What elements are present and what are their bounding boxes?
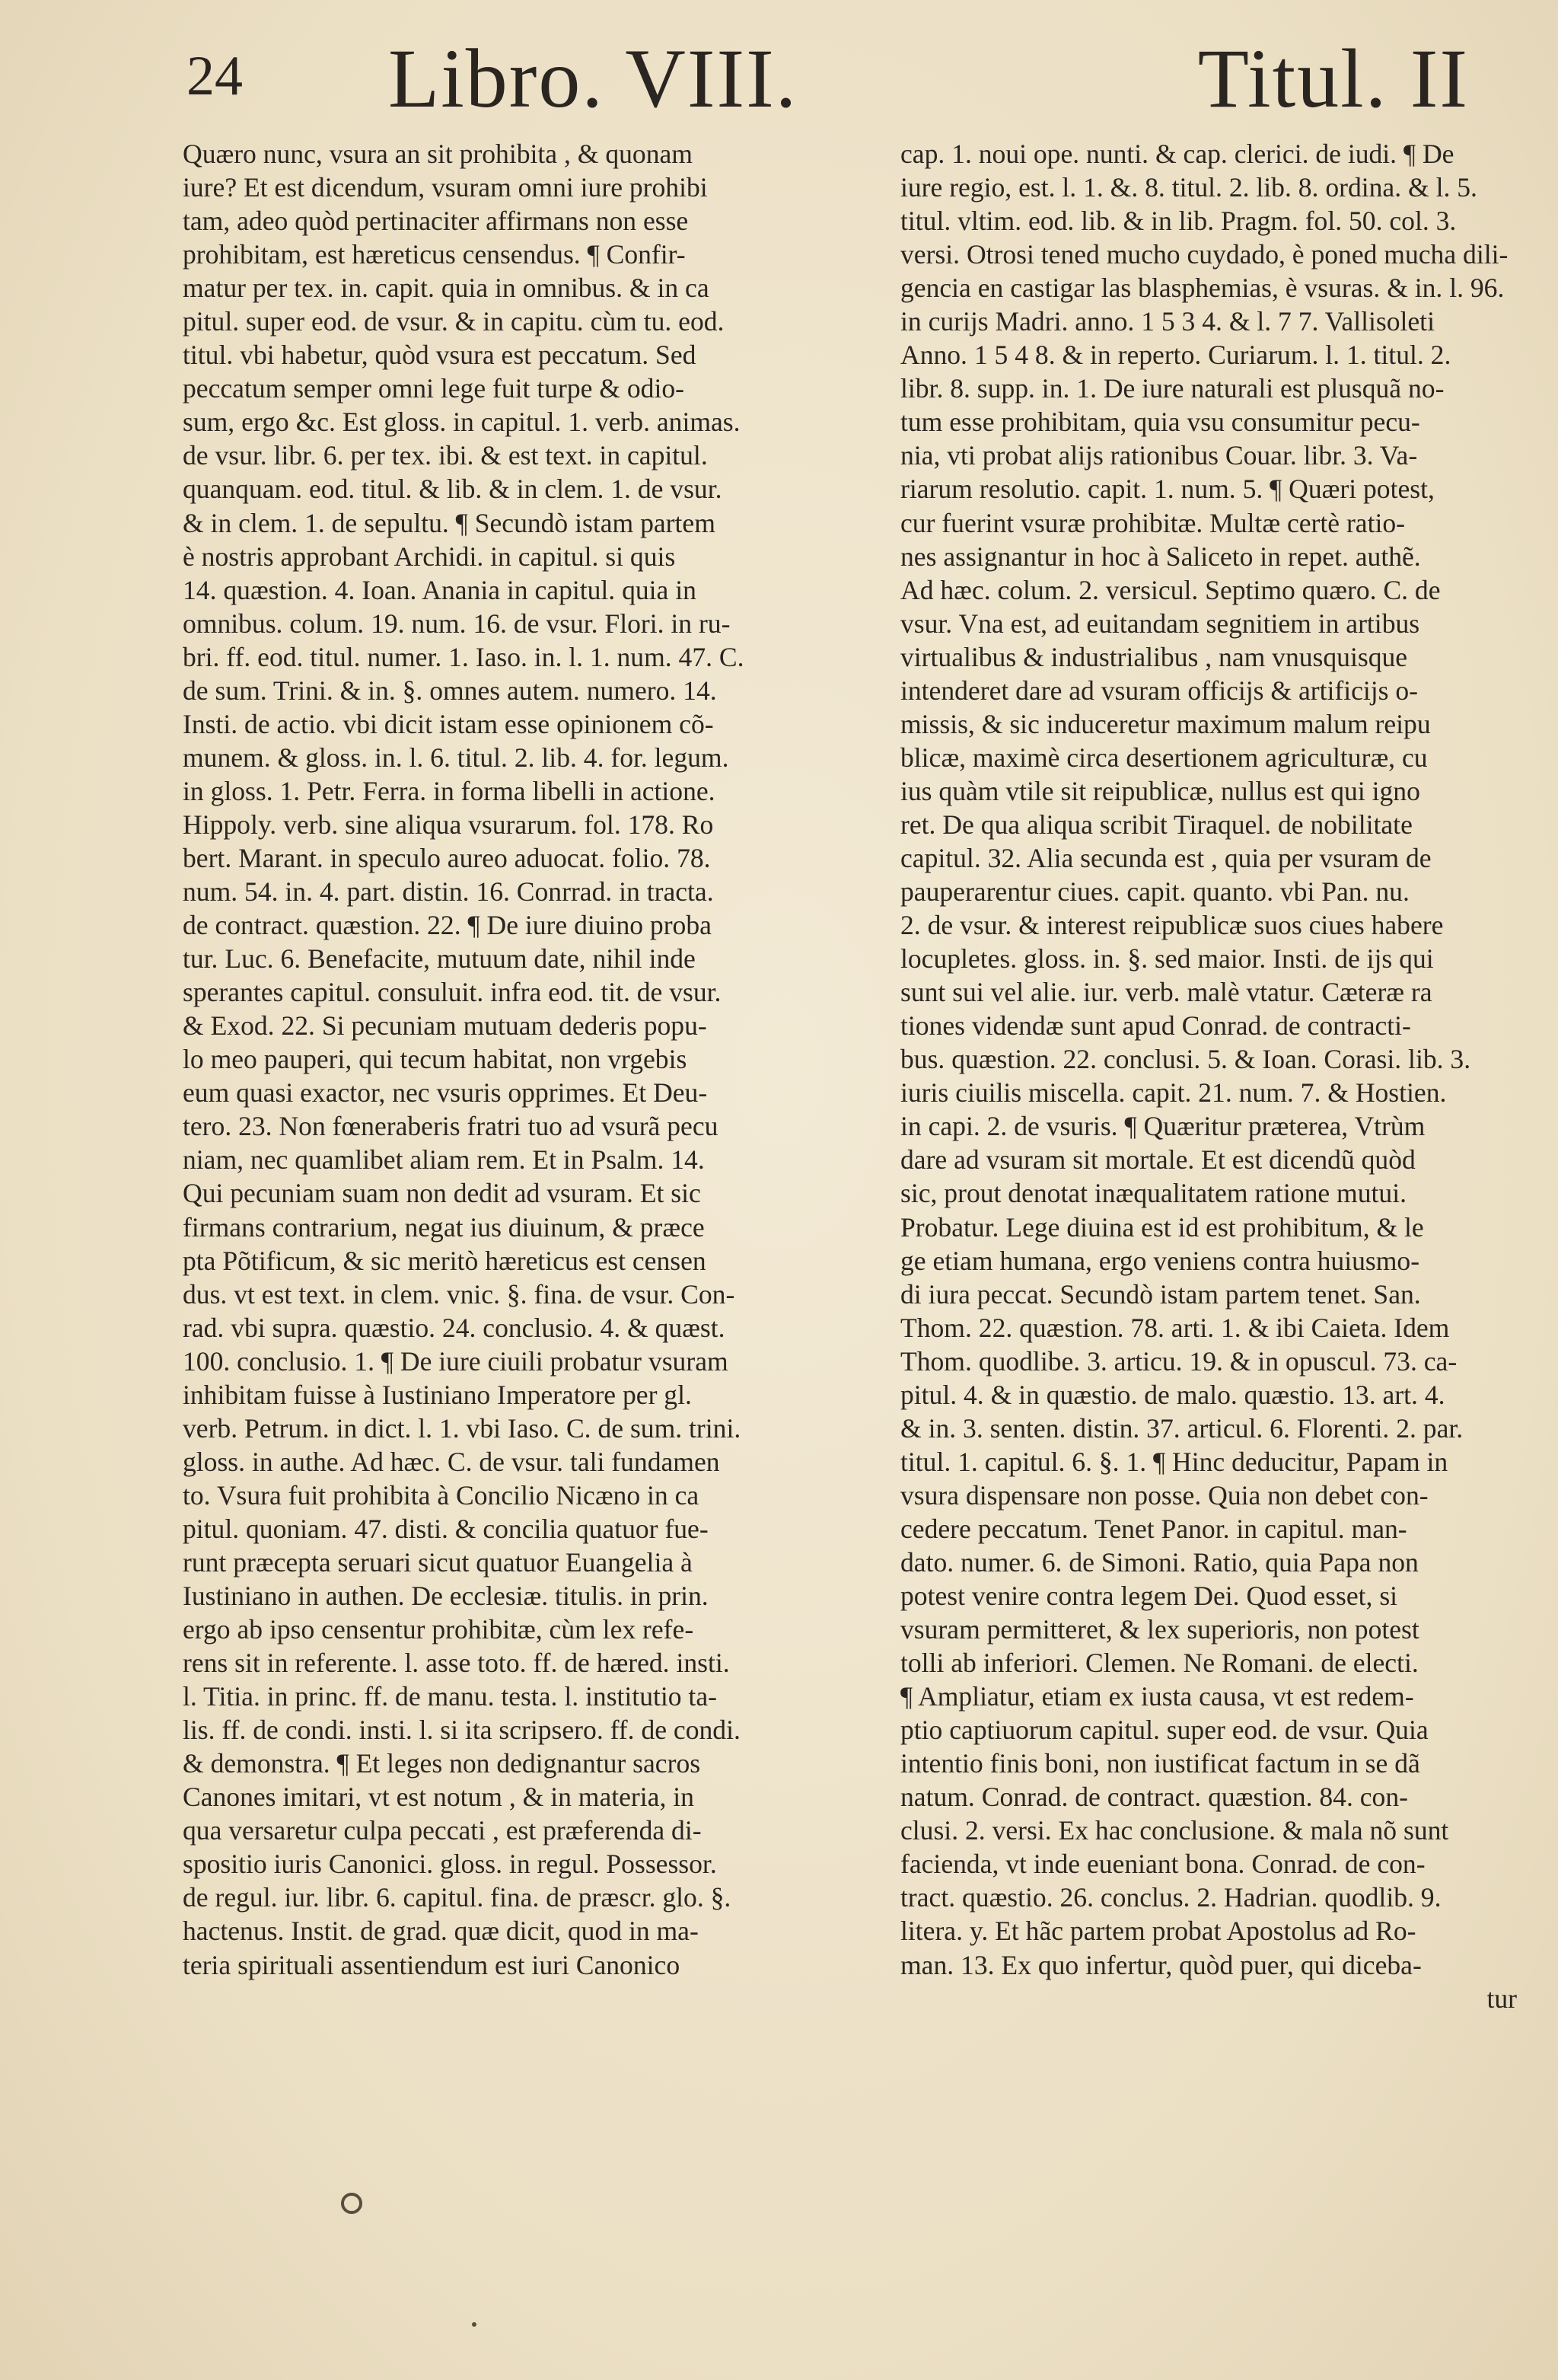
text-line: tract. quæstio. 26. conclus. 2. Hadrian. quodlib. 9. (900, 1882, 1442, 1913)
text-line: & demonstra. ¶ Et leges non dedignantur sacros (183, 1748, 701, 1779)
page-number: 24 (186, 45, 243, 107)
text-line: missis, & sic induceretur maximum malum reipu (900, 708, 1431, 739)
text-line: iure? Et est dicendum, vsuram omni iure prohibi (183, 172, 708, 203)
text-line: Probatur. Lege diuina est id est prohibitum, & le (900, 1211, 1424, 1243)
text-line: l. Titia. in princ. ff. de manu. testa. l. institutio ta- (183, 1681, 717, 1712)
text-line: tero. 23. Non fœneraberis fratri tuo ad vsurã pecu (183, 1111, 718, 1142)
text-line: munem. & gloss. in. l. 6. titul. 2. lib. 4. for. legum. (183, 742, 729, 773)
running-title-book: Libro. VIII. (388, 32, 798, 125)
text-line: Hippoly. verb. sine aliqua vsurarum. fol. 178. Ro (183, 809, 714, 840)
text-line: matur per tex. in. capit. quia in omnibus. & in ca (183, 273, 709, 304)
text-line: dare ad vsuram sit mortale. Et est dicendũ quòd (900, 1144, 1416, 1176)
text-line: bert. Marant. in speculo aureo aduocat. folio. 78. (183, 842, 711, 873)
text-line: nia, vti probat alijs rationibus Couar. libr. 3. Va- (900, 440, 1418, 471)
text-line: quanquam. eod. titul. & lib. & in clem. 1. de vsur. (183, 474, 722, 505)
text-line: vsur. Vna est, ad euitandam segnitiem in artibus (900, 608, 1420, 639)
text-line: rad. vbi supra. quæstio. 24. conclusio. 4. & quæst. (183, 1312, 725, 1343)
text-line: vsuram permitteret, & lex superioris, non potest (900, 1614, 1419, 1645)
text-line: firmans contrarium, negat ius diuinum, & præce (183, 1211, 705, 1243)
text-line: Canones imitari, vt est notum , & in materia, in (183, 1782, 694, 1813)
text-line: litera. y. Et hãc partem probat Apostolus ad Ro- (900, 1916, 1416, 1947)
text-line: & Exod. 22. Si pecuniam mutuam dederis popu- (183, 1010, 707, 1042)
text-line: de regul. iur. libr. 6. capitul. fina. de præscr. glo. §. (183, 1882, 731, 1913)
text-line: in capi. 2. de vsuris. ¶ Quæritur præterea, Vtrùm (900, 1111, 1426, 1142)
text-line: runt præcepta seruari sicut quatuor Euangelia à (183, 1546, 693, 1578)
text-column-left (183, 137, 830, 1982)
text-line: intentio finis boni, non iustificat factum in se dã (900, 1748, 1420, 1779)
ink-speck (472, 2322, 476, 2327)
text-line: tiones videndæ sunt apud Conrad. de contracti- (900, 1010, 1411, 1042)
text-line: omnibus. colum. 19. num. 16. de vsur. Flori. in ru- (183, 608, 731, 639)
text-line: eum quasi exactor, nec vsuris opprimes. Et Deu- (183, 1077, 708, 1109)
text-line: titul. vltim. eod. lib. & in lib. Pragm. fol. 50. col. 3. (900, 206, 1457, 237)
text-line: facienda, vt inde eueniant bona. Conrad. de con- (900, 1849, 1426, 1880)
text-line: Ad hæc. colum. 2. versicul. Septimo quæro. C. de (900, 574, 1441, 605)
text-line: Thom. quodlibe. 3. articu. 19. & in opuscul. 73. ca- (900, 1345, 1458, 1377)
text-line: tur. Luc. 6. Benefacite, mutuum date, nihil inde (183, 943, 696, 975)
text-line: titul. vbi habetur, quòd vsura est peccatum. Sed (183, 340, 696, 371)
text-line: pitul. 4. & in quæstio. de malo. quæstio. 13. art. 4. (900, 1379, 1445, 1410)
text-line: in gloss. 1. Petr. Ferra. in forma libelli in actione. (183, 775, 715, 806)
text-line: Anno. 1 5 4 8. & in reperto. Curiarum. l. 1. titul. 2. (900, 340, 1451, 371)
text-line: locupletes. gloss. in. §. sed maior. Insti. de ijs qui (900, 943, 1434, 975)
text-line: tolli ab inferiori. Clemen. Ne Romani. de electi. (900, 1648, 1419, 1679)
text-line: inhibitam fuisse à Iustiniano Imperatore per gl. (183, 1379, 692, 1410)
text-line: sperantes capitul. consuluit. infra eod. tit. de vsur. (183, 977, 722, 1008)
text-line: bus. quæstion. 22. conclusi. 5. & Ioan. Corasi. lib. 3. (900, 1044, 1471, 1075)
text-line: spositio iuris Canonici. gloss. in regul. Possessor. (183, 1849, 717, 1880)
text-line: Iustiniano in authen. De ecclesiæ. titulis. in prin. (183, 1581, 709, 1612)
text-line: clusi. 2. versi. Ex hac conclusione. & mala nõ sunt (900, 1815, 1449, 1846)
text-line: & in. 3. senten. distin. 37. articul. 6. Florenti. 2. par. (900, 1412, 1464, 1444)
text-line: to. Vsura fuit prohibita à Concilio Nicæno in ca (183, 1479, 699, 1511)
text-line: libr. 8. supp. in. 1. De iure naturali est plusquã no- (900, 373, 1445, 404)
text-line: lis. ff. de condi. insti. l. si ita scripsero. ff. de condi. (183, 1715, 741, 1746)
text-line: ge etiam humana, ergo veniens contra huiusmo- (900, 1245, 1420, 1276)
text-line: man. 13. Ex quo infertur, quòd puer, qui diceba- (900, 1949, 1422, 1980)
text-line: & in clem. 1. de sepultu. ¶ Secundò istam partem (183, 507, 715, 538)
text-line: ret. De qua aliqua scribit Tiraquel. de nobilitate (900, 809, 1413, 840)
text-line: pta Põtificum, & sic meritò hæreticus est censen (183, 1245, 706, 1276)
text-line: potest venire contra legem Dei. Quod esset, si (900, 1581, 1398, 1612)
ink-ornament (341, 2193, 362, 2214)
text-line: Quæro nunc, vsura an sit prohibita , & quonam (183, 139, 693, 169)
text-column-right (900, 137, 1525, 2015)
text-line: è nostris approbant Archidi. in capitul. si quis (183, 541, 676, 572)
running-header (186, 30, 1480, 125)
text-line: prohibitam, est hæreticus censendus. ¶ Confir- (183, 239, 686, 270)
text-line: sum, ergo &c. Est gloss. in capitul. 1. verb. animas. (183, 407, 741, 438)
text-line: tam, adeo quòd pertinaciter affirmans non esse (183, 206, 689, 237)
text-line: ¶ Ampliatur, etiam ex iusta causa, vt est redem- (900, 1681, 1414, 1712)
text-line: ergo ab ipso censentur prohibitæ, cùm lex refe- (183, 1614, 694, 1645)
text-line: gloss. in authe. Ad hæc. C. de vsur. tali fundamen (183, 1446, 720, 1477)
text-line: Insti. de actio. vbi dicit istam esse opinionem cõ- (183, 708, 714, 739)
text-line: sunt sui vel alie. iur. verb. malè vtatur. Cæteræ ra (900, 977, 1432, 1008)
text-line: de contract. quæstion. 22. ¶ De iure diuino proba (183, 910, 712, 941)
text-line: dus. vt est text. in clem. vnic. §. fina. de vsur. Con- (183, 1278, 735, 1310)
text-line: di iura peccat. Secundò istam partem tenet. San. (900, 1278, 1421, 1310)
text-line: ius quàm vtile sit reipublicæ, nullus est qui igno (900, 775, 1420, 806)
text-line: iure regio, est. l. 1. &. 8. titul. 2. lib. 8. ordina. & l. 5. (900, 172, 1477, 203)
text-line: cap. 1. noui ope. nunti. & cap. clerici. de iudi. ¶ De (900, 139, 1454, 169)
text-line: lo meo pauperi, qui tecum habitat, non vrgebis (183, 1044, 687, 1075)
text-line: capitul. 32. Alia secunda est , quia per vsuram de (900, 842, 1432, 873)
text-line: 2. de vsur. & interest reipublicæ suos ciues habere (900, 910, 1444, 941)
text-line: niam, nec quamlibet aliam rem. Et in Psalm. 14. (183, 1144, 705, 1176)
text-line: de vsur. libr. 6. per tex. ibi. & est text. in capitul. (183, 440, 708, 471)
text-line: intenderet dare ad vsuram officijs & artificijs o- (900, 675, 1419, 706)
text-line: rens sit in referente. l. asse toto. ff. de hæred. insti. (183, 1648, 730, 1679)
text-line: teria spirituali assentiendum est iuri Canonico (183, 1949, 680, 1980)
text-line: peccatum semper omni lege fuit turpe & odio- (183, 373, 684, 404)
text-line: pauperarentur ciues. capit. quanto. vbi Pan. nu. (900, 876, 1410, 908)
text-line: versi. Otrosi tened mucho cuydado, è poned mucha dili- (900, 239, 1509, 270)
text-line: sic, prout denotat inæqualitatem ratione mutui. (900, 1178, 1407, 1209)
text-line: Thom. 22. quæstion. 78. arti. 1. & ibi Caieta. Idem (900, 1312, 1450, 1343)
text-line: vsura dispensare non posse. Quia non debet con- (900, 1479, 1429, 1511)
running-title-title: Titul. II (1197, 32, 1469, 125)
text-line: natum. Conrad. de contract. quæstion. 84. con- (900, 1782, 1408, 1813)
text-line: verb. Petrum. in dict. l. 1. vbi Iaso. C. de sum. trini. (183, 1412, 741, 1444)
text-line: hactenus. Instit. de grad. quæ dicit, quod in ma- (183, 1916, 699, 1947)
text-line: blicæ, maximè circa desertionem agriculturæ, cu (900, 742, 1428, 773)
text-line: riarum resolutio. capit. 1. num. 5. ¶ Quæri potest, (900, 474, 1435, 505)
text-line: tum esse prohibitam, quia vsu consumitur pecu- (900, 407, 1420, 438)
text-line: pitul. super eod. de vsur. & in capitu. cùm tu. eod. (183, 306, 725, 337)
text-line: ptio captiuorum capitul. super eod. de vsur. Quia (900, 1715, 1429, 1746)
text-line: Qui pecuniam suam non dedit ad vsuram. Et sic (183, 1178, 701, 1209)
text-line: nes assignantur in hoc à Saliceto in repet. authẽ. (900, 541, 1421, 572)
text-line: bri. ff. eod. titul. numer. 1. Iaso. in. l. 1. num. 47. C. (183, 641, 744, 672)
text-line: 100. conclusio. 1. ¶ De iure ciuili probatur vsuram (183, 1345, 728, 1377)
text-line: num. 54. in. 4. part. distin. 16. Conrrad. in tracta. (183, 876, 714, 908)
text-line: dato. numer. 6. de Simoni. Ratio, quia Papa non (900, 1546, 1419, 1578)
text-line: gencia en castigar las blasphemias, è vsuras. & in. l. 96. (900, 273, 1505, 304)
text-line: de sum. Trini. & in. §. omnes autem. numero. 14. (183, 675, 717, 706)
text-line: titul. 1. capitul. 6. §. 1. ¶ Hinc deducitur, Papam in (900, 1446, 1448, 1477)
text-line: 14. quæstion. 4. Ioan. Anania in capitul. quia in (183, 574, 696, 605)
text-line: cedere peccatum. Tenet Panor. in capitul. man- (900, 1513, 1407, 1544)
text-line: in curijs Madri. anno. 1 5 3 4. & l. 7 7. Vallisoleti (900, 306, 1435, 337)
text-line: iuris ciuilis miscella. capit. 21. num. 7. & Hostien. (900, 1077, 1447, 1109)
text-line: virtualibus & industrialibus , nam vnusquisque (900, 641, 1408, 672)
text-line: pitul. quoniam. 47. disti. & concilia quatuor fue- (183, 1513, 709, 1544)
text-line: qua versaretur culpa peccati , est præferenda di- (183, 1815, 702, 1846)
catchword: tur (1486, 1983, 1517, 2014)
text-line: cur fuerint vsuræ prohibitæ. Multæ certè ratio- (900, 507, 1405, 538)
